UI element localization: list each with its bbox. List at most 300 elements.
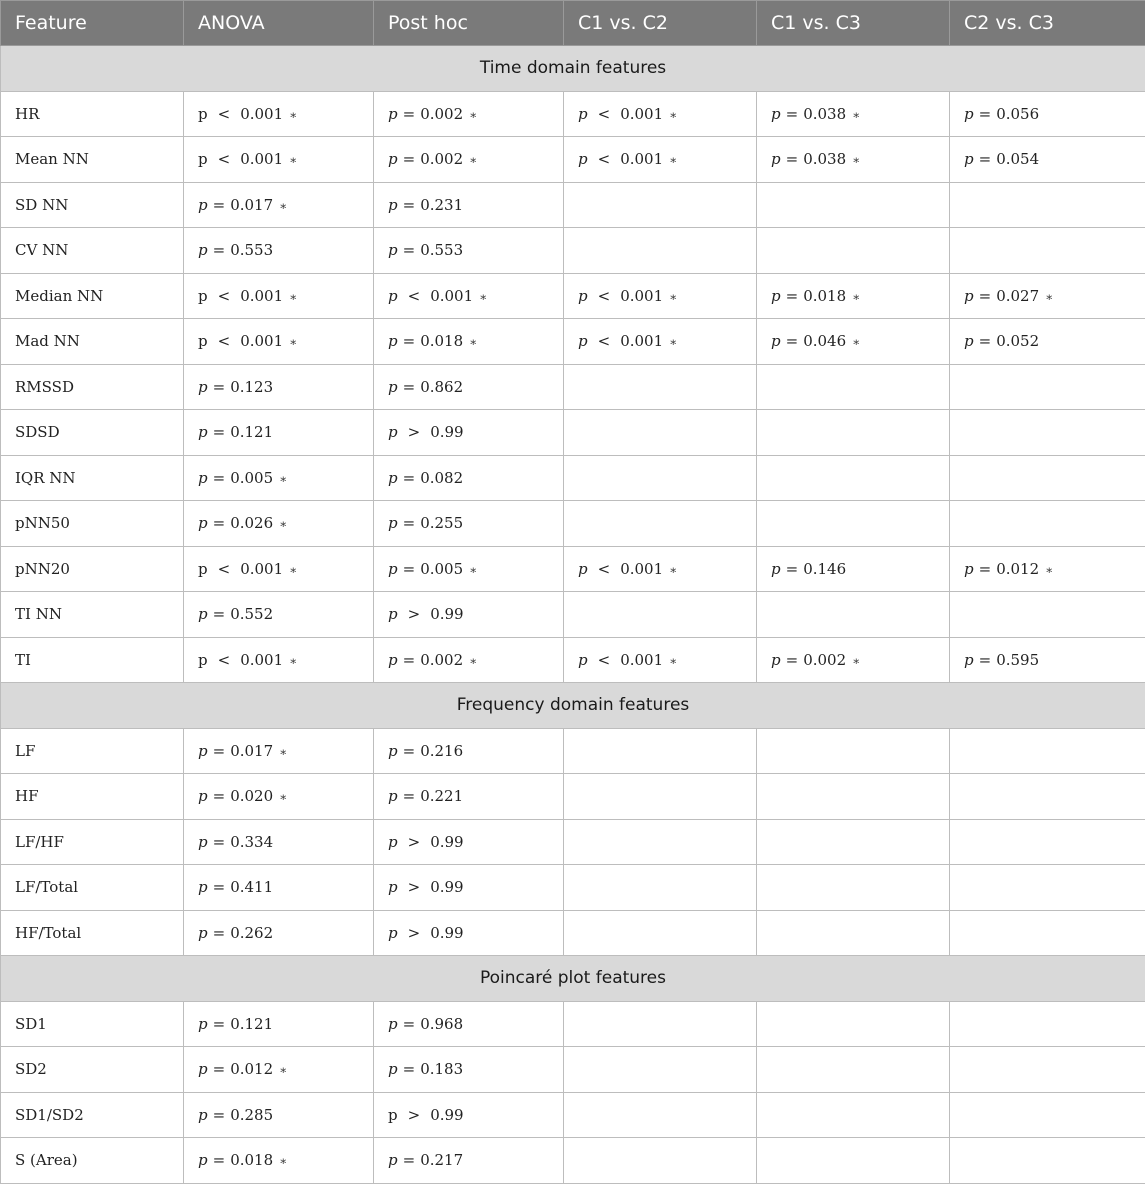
significance-marker: ∗ [289, 107, 298, 122]
p-symbol: p [388, 332, 398, 351]
significance-marker: ∗ [289, 289, 298, 304]
p-value-cell [374, 319, 564, 365]
p-value-cell [564, 910, 757, 956]
p-symbol: p [771, 332, 781, 351]
p-value-cell [184, 728, 374, 774]
p-value-cell [184, 501, 374, 547]
comparison-operator: = [212, 377, 226, 396]
p-value-cell [564, 228, 757, 274]
p-value-cell [950, 728, 1145, 774]
p-value-cell [564, 501, 757, 547]
p-value-cell [950, 546, 1145, 592]
p-symbol: p [198, 1151, 208, 1170]
p-symbol: p [388, 1105, 398, 1124]
p-symbol: p [964, 150, 974, 169]
p-value: 0.121 [230, 423, 274, 442]
p-value-cell [184, 819, 374, 865]
comparison-operator: = [212, 1105, 226, 1124]
p-value-cell [757, 410, 950, 456]
comparison-operator: < [597, 286, 611, 305]
feature-cell: Mad NN [1, 319, 184, 365]
p-value: 0.001 [620, 332, 664, 351]
p-value: 0.595 [996, 650, 1040, 669]
p-symbol: p [964, 104, 974, 123]
significance-marker: ∗ [289, 153, 298, 168]
significance-marker: ∗ [289, 562, 298, 577]
p-value: 0.001 [240, 286, 284, 305]
p-value: 0.001 [240, 650, 284, 669]
comparison-operator: = [402, 241, 416, 260]
p-symbol: p [198, 832, 208, 851]
p-value-cell [950, 137, 1145, 183]
p-value-cell [950, 91, 1145, 137]
comparison-operator: < [597, 150, 611, 169]
p-symbol: p [198, 241, 208, 260]
p-value-cell [757, 91, 950, 137]
p-symbol: p [388, 241, 398, 260]
p-symbol: p [198, 286, 208, 305]
p-value-cell [374, 364, 564, 410]
comparison-operator: > [407, 923, 421, 942]
p-symbol: p [964, 332, 974, 351]
p-value: 0.221 [420, 787, 464, 806]
table-row [1, 865, 1145, 911]
feature-cell: Median NN [1, 273, 184, 319]
p-value-cell [757, 182, 950, 228]
p-value: 0.231 [420, 195, 464, 214]
feature-cell: HR [1, 91, 184, 137]
comparison-operator: < [597, 332, 611, 351]
p-value-cell [950, 1001, 1145, 1047]
p-value-cell [564, 1138, 757, 1184]
p-symbol: p [388, 832, 398, 851]
p-value-cell [564, 1047, 757, 1093]
feature-cell: LF [1, 728, 184, 774]
p-value-cell [374, 182, 564, 228]
p-value-cell [374, 137, 564, 183]
p-value: 0.001 [240, 104, 284, 123]
comparison-operator: = [212, 832, 226, 851]
comparison-operator: < [597, 104, 611, 123]
header-c2-vs-c3: C2 vs. C3 [950, 1, 1145, 46]
section-title: Poincaré plot features [1, 956, 1145, 1002]
p-value: 0.054 [996, 150, 1040, 169]
p-symbol: p [771, 559, 781, 578]
significance-marker: ∗ [279, 1154, 288, 1169]
p-value-cell [757, 546, 950, 592]
p-value-cell [184, 410, 374, 456]
p-value: 0.001 [620, 150, 664, 169]
comparison-operator: = [402, 150, 416, 169]
feature-cell: pNN50 [1, 501, 184, 547]
comparison-operator: = [402, 468, 416, 487]
comparison-operator: = [785, 650, 799, 669]
p-value-cell [184, 546, 374, 592]
feature-cell: TI NN [1, 592, 184, 638]
p-value: 0.99 [430, 423, 464, 442]
p-value-cell [757, 273, 950, 319]
comparison-operator: < [217, 286, 231, 305]
comparison-operator: = [978, 650, 992, 669]
p-value-cell [564, 1001, 757, 1047]
comparison-operator: = [402, 741, 416, 760]
p-symbol: p [388, 650, 398, 669]
p-value-cell [757, 455, 950, 501]
p-symbol: p [198, 423, 208, 442]
p-value-cell [757, 865, 950, 911]
p-value: 0.99 [430, 1105, 464, 1124]
p-value: 0.255 [420, 514, 464, 533]
p-value-cell [564, 865, 757, 911]
p-value: 0.038 [803, 104, 847, 123]
p-value: 0.001 [240, 150, 284, 169]
feature-cell: SD NN [1, 182, 184, 228]
significance-marker: ∗ [669, 335, 678, 350]
p-value-cell [184, 273, 374, 319]
significance-marker: ∗ [669, 562, 678, 577]
header-c1-vs-c3: C1 vs. C3 [757, 1, 950, 46]
p-value-cell [564, 364, 757, 410]
p-value-cell [184, 910, 374, 956]
p-value-cell [184, 91, 374, 137]
comparison-operator: < [597, 650, 611, 669]
p-symbol: p [578, 104, 588, 123]
significance-marker: ∗ [279, 517, 288, 532]
table-row [1, 501, 1145, 547]
table-row [1, 1138, 1145, 1184]
p-symbol: p [964, 286, 974, 305]
p-value-cell [184, 1047, 374, 1093]
p-symbol: p [198, 650, 208, 669]
p-value-cell [950, 501, 1145, 547]
significance-marker: ∗ [669, 153, 678, 168]
table-row [1, 137, 1145, 183]
p-symbol: p [198, 104, 208, 123]
p-symbol: p [388, 514, 398, 533]
comparison-operator: = [212, 787, 226, 806]
comparison-operator: < [217, 559, 231, 578]
feature-cell: HF [1, 774, 184, 820]
p-value-cell [184, 182, 374, 228]
header-anova: ANOVA [184, 1, 374, 46]
p-symbol: p [198, 1105, 208, 1124]
comparison-operator: = [212, 241, 226, 260]
p-symbol: p [388, 878, 398, 897]
table-row [1, 546, 1145, 592]
p-value: 0.262 [230, 923, 274, 942]
feature-cell: SD2 [1, 1047, 184, 1093]
p-symbol: p [198, 559, 208, 578]
p-value-cell [757, 137, 950, 183]
p-symbol: p [198, 923, 208, 942]
p-value-cell [950, 819, 1145, 865]
p-symbol: p [578, 559, 588, 578]
p-value: 0.046 [803, 332, 847, 351]
p-value-cell [564, 546, 757, 592]
feature-cell: Mean NN [1, 137, 184, 183]
p-value-cell [757, 1092, 950, 1138]
p-value: 0.001 [620, 286, 664, 305]
comparison-operator: = [212, 423, 226, 442]
p-value-cell [757, 319, 950, 365]
p-value-cell [184, 137, 374, 183]
p-value: 0.99 [430, 605, 464, 624]
p-value-cell [374, 410, 564, 456]
p-value: 0.99 [430, 878, 464, 897]
p-value-cell [564, 137, 757, 183]
p-value: 0.217 [420, 1151, 464, 1170]
table-row [1, 319, 1145, 365]
significance-marker: ∗ [469, 562, 478, 577]
comparison-operator: = [978, 104, 992, 123]
comparison-operator: < [217, 150, 231, 169]
header-feature: Feature [1, 1, 184, 46]
comparison-operator: = [402, 1060, 416, 1079]
p-symbol: p [578, 286, 588, 305]
p-value: 0.002 [420, 150, 464, 169]
p-value: 0.216 [420, 741, 464, 760]
p-value: 0.082 [420, 468, 464, 487]
p-value-cell [374, 819, 564, 865]
p-symbol: p [578, 150, 588, 169]
feature-cell: SDSD [1, 410, 184, 456]
table-row [1, 410, 1145, 456]
feature-cell: LF/Total [1, 865, 184, 911]
comparison-operator: = [212, 1060, 226, 1079]
p-value-cell [564, 592, 757, 638]
comparison-operator: = [212, 195, 226, 214]
significance-marker: ∗ [669, 653, 678, 668]
comparison-operator: < [217, 332, 231, 351]
p-value: 0.017 [230, 741, 274, 760]
p-value-cell [374, 774, 564, 820]
comparison-operator: = [212, 878, 226, 897]
comparison-operator: = [785, 150, 799, 169]
p-value: 0.183 [420, 1060, 464, 1079]
p-value: 0.411 [230, 878, 274, 897]
p-value-cell [374, 865, 564, 911]
p-value-cell [950, 228, 1145, 274]
comparison-operator: = [212, 923, 226, 942]
p-value: 0.018 [803, 286, 847, 305]
p-symbol: p [388, 150, 398, 169]
p-value-cell [950, 865, 1145, 911]
significance-marker: ∗ [469, 107, 478, 122]
p-symbol: p [198, 332, 208, 351]
p-value-cell [374, 637, 564, 683]
comparison-operator: < [597, 559, 611, 578]
comparison-operator: = [785, 104, 799, 123]
p-value-cell [374, 592, 564, 638]
p-value: 0.005 [420, 559, 464, 578]
comparison-operator: > [407, 423, 421, 442]
p-value-cell [374, 228, 564, 274]
p-value-cell [950, 910, 1145, 956]
p-value-cell [184, 865, 374, 911]
table-row [1, 455, 1145, 501]
comparison-operator: = [402, 1151, 416, 1170]
table-row [1, 819, 1145, 865]
section-header-row [1, 956, 1145, 1002]
p-value-cell [184, 774, 374, 820]
p-symbol: p [388, 605, 398, 624]
p-value-cell [374, 910, 564, 956]
p-symbol: p [771, 286, 781, 305]
p-value-cell [374, 501, 564, 547]
p-value-cell [374, 1047, 564, 1093]
p-value-cell [950, 774, 1145, 820]
p-value: 0.052 [996, 332, 1040, 351]
p-value-cell [564, 455, 757, 501]
p-value: 0.005 [230, 468, 274, 487]
p-value-cell [564, 728, 757, 774]
p-value: 0.862 [420, 377, 464, 396]
significance-marker: ∗ [289, 335, 298, 350]
table-row [1, 774, 1145, 820]
p-symbol: p [388, 787, 398, 806]
p-value: 0.020 [230, 787, 274, 806]
header-post-hoc: Post hoc [374, 1, 564, 46]
p-value: 0.553 [420, 241, 464, 260]
section-header-row [1, 683, 1145, 729]
p-value-cell [374, 455, 564, 501]
significance-marker: ∗ [669, 107, 678, 122]
p-value: 0.001 [620, 559, 664, 578]
table-row [1, 228, 1145, 274]
comparison-operator: > [407, 605, 421, 624]
p-value: 0.285 [230, 1105, 274, 1124]
feature-cell: CV NN [1, 228, 184, 274]
p-value: 0.968 [420, 1014, 464, 1033]
p-value: 0.012 [230, 1060, 274, 1079]
p-value-cell [564, 319, 757, 365]
p-value-cell [950, 637, 1145, 683]
p-value-cell [184, 364, 374, 410]
table-row [1, 91, 1145, 137]
p-symbol: p [388, 195, 398, 214]
p-value: 0.001 [240, 332, 284, 351]
significance-marker: ∗ [852, 289, 861, 304]
p-symbol: p [198, 787, 208, 806]
p-value: 0.99 [430, 923, 464, 942]
table-row [1, 182, 1145, 228]
p-value-cell [950, 182, 1145, 228]
feature-cell: SD1 [1, 1001, 184, 1047]
p-value-cell [564, 774, 757, 820]
feature-cell: RMSSD [1, 364, 184, 410]
comparison-operator: = [978, 150, 992, 169]
comparison-operator: = [978, 559, 992, 578]
significance-marker: ∗ [852, 335, 861, 350]
feature-cell: IQR NN [1, 455, 184, 501]
table-row [1, 1092, 1145, 1138]
p-value: 0.001 [240, 559, 284, 578]
significance-marker: ∗ [852, 107, 861, 122]
comparison-operator: < [407, 286, 421, 305]
comparison-operator: = [402, 559, 416, 578]
p-symbol: p [771, 150, 781, 169]
p-value-cell [757, 1138, 950, 1184]
table-row [1, 910, 1145, 956]
p-value: 0.002 [420, 104, 464, 123]
p-value-cell [564, 637, 757, 683]
p-symbol: p [964, 650, 974, 669]
p-value-cell [374, 728, 564, 774]
comparison-operator: = [785, 332, 799, 351]
p-value-cell [950, 592, 1145, 638]
p-symbol: p [388, 1151, 398, 1170]
p-symbol: p [198, 377, 208, 396]
p-symbol: p [388, 286, 398, 305]
feature-cell: S (Area) [1, 1138, 184, 1184]
comparison-operator: > [407, 832, 421, 851]
comparison-operator: = [785, 559, 799, 578]
p-value: 0.012 [996, 559, 1040, 578]
comparison-operator: = [212, 605, 226, 624]
feature-cell: SD1/SD2 [1, 1092, 184, 1138]
comparison-operator: = [402, 195, 416, 214]
p-symbol: p [388, 1014, 398, 1033]
p-value-cell [757, 501, 950, 547]
p-value: 0.002 [803, 650, 847, 669]
significance-marker: ∗ [479, 289, 488, 304]
significance-marker: ∗ [289, 653, 298, 668]
p-value-cell [950, 364, 1145, 410]
significance-marker: ∗ [469, 153, 478, 168]
p-value-cell [950, 319, 1145, 365]
section-header-row [1, 46, 1145, 92]
p-value: 0.001 [430, 286, 474, 305]
significance-marker: ∗ [279, 790, 288, 805]
feature-cell: LF/HF [1, 819, 184, 865]
p-value-cell [184, 1092, 374, 1138]
p-value-cell [757, 1047, 950, 1093]
section-title: Time domain features [1, 46, 1145, 92]
p-value: 0.018 [230, 1151, 274, 1170]
header-c1-vs-c2: C1 vs. C2 [564, 1, 757, 46]
feature-cell: TI [1, 637, 184, 683]
table-row [1, 728, 1145, 774]
p-symbol: p [198, 195, 208, 214]
significance-marker: ∗ [279, 198, 288, 213]
p-symbol: p [771, 650, 781, 669]
p-symbol: p [198, 514, 208, 533]
comparison-operator: = [212, 1151, 226, 1170]
p-value-cell [564, 819, 757, 865]
p-value: 0.334 [230, 832, 274, 851]
p-value-cell [184, 455, 374, 501]
significance-marker: ∗ [1045, 289, 1054, 304]
p-value: 0.123 [230, 377, 274, 396]
p-value-cell [374, 1138, 564, 1184]
comparison-operator: = [785, 286, 799, 305]
p-value-cell [374, 1092, 564, 1138]
p-value-cell [374, 546, 564, 592]
p-value-cell [757, 228, 950, 274]
p-symbol: p [388, 423, 398, 442]
p-value-cell [757, 637, 950, 683]
p-value-cell [564, 182, 757, 228]
p-value-cell [950, 1092, 1145, 1138]
p-symbol: p [198, 741, 208, 760]
p-value: 0.038 [803, 150, 847, 169]
p-value-cell [184, 228, 374, 274]
p-value-cell [757, 819, 950, 865]
p-symbol: p [388, 468, 398, 487]
table-row [1, 364, 1145, 410]
comparison-operator: > [407, 878, 421, 897]
p-symbol: p [388, 1060, 398, 1079]
